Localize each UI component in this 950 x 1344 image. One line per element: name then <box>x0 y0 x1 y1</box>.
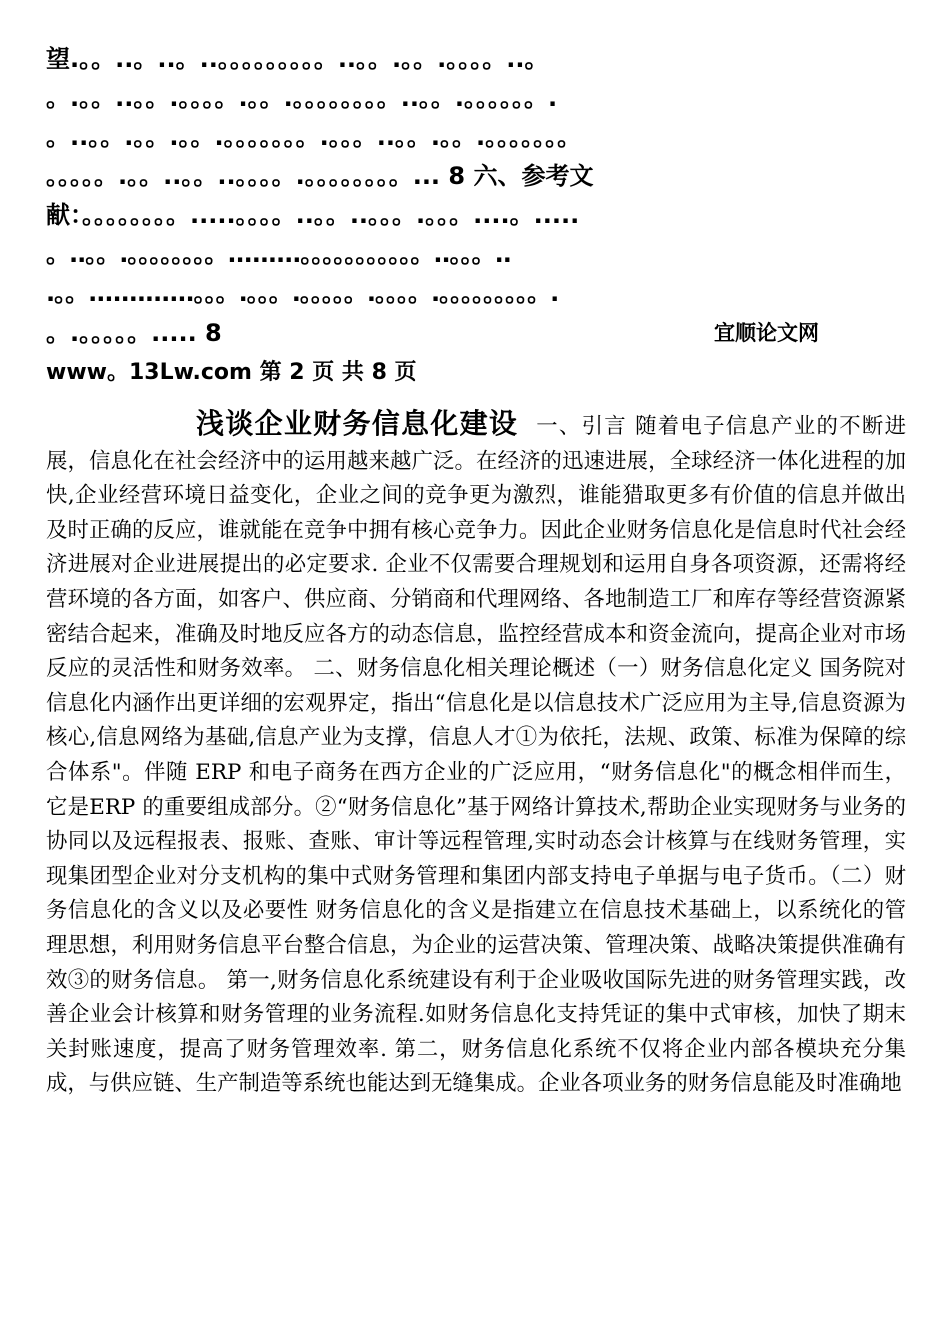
table-of-contents <box>46 40 906 393</box>
toc-line: 。.。。..。。.。。。。.。。.。。。。。。。。..。。.。。。。。。. <box>46 84 558 112</box>
document-page <box>46 40 906 1102</box>
toc-line: 望.。。..。..。..。。。。。。。。。..。。.。。.。。。。..。 <box>46 45 549 73</box>
site-name: 宜顺论文网 <box>714 321 819 345</box>
toc-line: 。。。。。.。。..。。..。。。。.。。。。。。。。... 8 六、参考文 <box>46 162 594 190</box>
article-title: 浅谈企业财务信息化建设 <box>196 407 519 440</box>
toc-line: 。..。。.。。。。。。。。.........。。。。。。。。。。。..。。。.. <box>46 240 511 268</box>
toc-line: .。。.............。。。.。。。.。。。。。.。。。。.。。。。。。。。。. <box>46 279 559 307</box>
toc-line: 。..。。.。。.。。.。。。。。。。.。。。..。。.。。.。。。。。。。 <box>46 123 582 151</box>
article-paragraph: 一、引言 随着电子信息产业的不断进展，信息化在社会经济中的运用越来越广泛。在经济的迅速进展，全球经济一体化进程的加快,企业经营环境日益变化，企业之间的竞争更为激烈，谁能猎取更多有价值的信息并做出及时正确的反应，谁就能在竞争中拥有核心竞争力。因此企业财务信息化是信息时代社会经济进展对企业进展提出的必定要求. 企业不仅需要合理规划和运用自身各项资源，还需将经营环境的各方面，如客户、供应商、分销商和代理网络、各地制造工厂和库存等经营资源紧密结合起来，准确及时地反应各方的动态信息，监控经营成本和资金流向，提高企业对市场反应的灵活性和财务效率。 二、财务信息化相关理论概述（一）财务信息化定义 国务院对信息化内涵作出更详细的宏观界定，指出“信息化是以信息技术广泛应用为主导,信息资源为核心,信息网络为基础,信息产业为支撑，信息人才①为依托，法规、政策、标准为保障的综合体系"。伴随 ERP 和电子商务在西方企业的广泛应用，“财务信息化"的概念相伴而生，它是ERP 的重要组成部分。②“财务信息化”基于网络计算技术,帮助企业实现财务与业务的协同以及远程报表、报账、查账、审计等远程管理,实时动态会计核算与在线财务管理，实现集团型企业对分支机构的集中式财务管理和集团内部支持电子单据与电子货币。（二）财务信息化的含义以及必要性 财务信息化的含义是指建立在信息技术基础上，以系统化的管理思想，利用财务信息平台整合信息，为企业的运营决策、管理决策、战略决策提供准确有效③的财务信息。 第一,财务信息化系统建设有利于企业吸收国际先进的财务管理实践，改善企业会计核算和财务管理的业务流程.如财务信息化支持凭证的集中式审核，加快了期末关封账速度，提高了财务管理效率. 第二，财务信息化系统不仅将企业内部各模块充分集成，与供应链、生产制造等系统也能达到无缝集成。企业各项业务的财务信息能及时准确地 <box>46 414 906 1097</box>
toc-last-row <box>46 313 906 353</box>
page-counter: www。13Lw.com 第 2 页 共 8 页 <box>46 360 417 385</box>
toc-line: 。.。。。。。..... 8 <box>46 319 222 347</box>
article-body <box>46 407 906 1102</box>
toc-line: 献：。。。。。。。。.....。。。。..。。..。。。.。。。....。..... <box>46 201 580 229</box>
